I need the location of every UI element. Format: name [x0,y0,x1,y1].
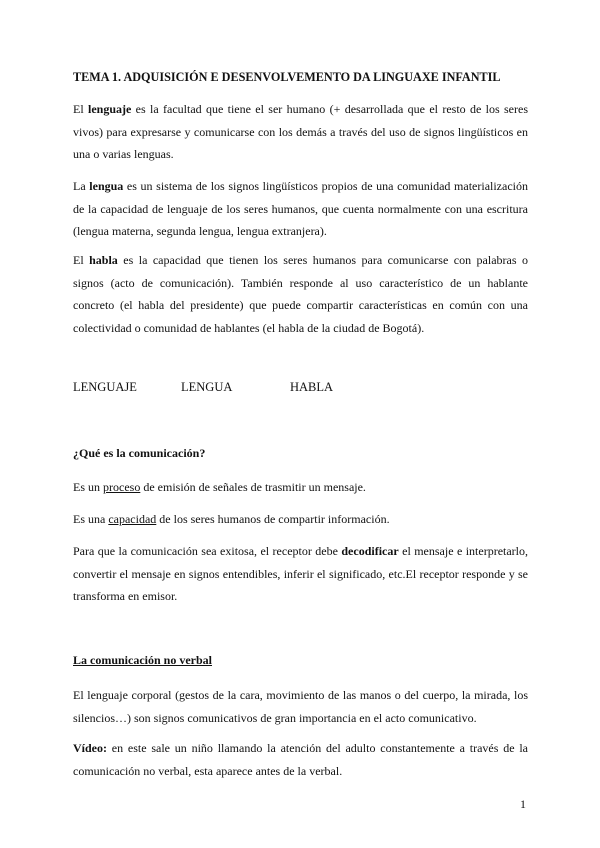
term-lenguaje-label: LENGUAJE [73,380,137,394]
text-run: Es un [73,480,103,494]
paragraph-lengua [73,175,528,243]
paragraph-line: de la capacidad de lenguaje de los seres humanos, que cuenta normalmente con una escritura [73,201,528,216]
text-run: de los seres humanos de compartir información. [156,512,390,526]
paragraph-line: concreto (el habla del presidente) que puede compartir características en común con una [73,298,528,312]
text-run: el mensaje e interpretarlo, [398,544,529,558]
paragraph-line [73,249,528,272]
text-run: El [73,102,88,116]
text-run: en este sale un niño llamando la atención del adulto constantemente a través de la [107,741,528,755]
text-run: Es una [73,512,109,526]
underlined-term-proceso: proceso [103,480,141,494]
term-lengua-label: LENGUA [181,380,233,394]
text-run: La [73,179,90,193]
text-run: El [73,253,90,267]
page-number: 1 [520,797,526,811]
paragraph-habla [73,249,528,339]
paragraph-line: vivos) para expresarse y comunicarse con los demás a través del uso de signos lingüísticos en [73,124,528,139]
text-run: Para que la comunicación sea exitosa, el receptor debe [73,544,342,558]
paragraph-line: colectividad o comunidad de hablantes (el habla de la ciudad de Bogotá). [73,320,425,335]
paragraph-line: comunicación no verbal, esta aparece antes de la verbal. [73,763,343,778]
term-habla: habla [89,253,118,267]
paragraph-lenguaje [73,98,528,166]
paragraph-line: El lenguaje corporal (gestos de la cara, movimiento de las manos o del cuerpo, la mirada, los [73,688,528,702]
sentence-capacidad [73,508,528,531]
section-heading-comunicacion: ¿Qué es la comunicación? [73,446,206,460]
paragraph-video [73,737,528,782]
paragraph-line: convertir el mensaje en signos entendibles, inferir el significado, etc.El receptor responde y se [73,566,528,581]
paragraph-line [73,98,528,121]
paragraph-line [73,175,528,198]
paragraph-line: signos (acto de comunicación). También responde al uso característico de un hablante [73,275,528,290]
label-video: Vídeo: [73,741,107,755]
text-run: es un sistema de los signos lingüísticos propios de una comunidad materialización [123,179,528,193]
term-habla-label: HABLA [290,380,334,394]
paragraph-line [73,508,528,531]
text-run: es la capacidad que tienen los seres humanos para comunicarse con palabras o [117,253,528,267]
term-lengua: lengua [89,179,124,193]
section-heading-text: La comunicación no verbal [73,653,213,667]
term-decodificar: decodificar [341,544,399,558]
text-run: de emisión de señales de trasmitir un mensaje. [140,480,366,494]
paragraph-line [73,737,528,760]
paragraph-line: una o varias lenguas. [73,147,174,161]
paragraph-line: transforma en emisor. [73,589,178,603]
paragraph-line: (lengua materna, segunda lengua, lengua extranjera). [73,224,327,238]
sentence-proceso [73,476,528,499]
paragraph-line: silencios…) son signos comunicativos de gran importancia en el acto comunicativo. [73,710,477,725]
section-heading-no-verbal [73,653,212,668]
paragraph-decodificar [73,540,528,608]
underlined-term-capacidad: capacidad [108,512,157,526]
text-run: es la facultad que tiene el ser humano (+ desarrollada que el resto de los seres [131,102,528,116]
term-lenguaje: lenguaje [88,102,132,116]
paragraph-lenguaje-corporal [73,684,528,729]
document-title: TEMA 1. ADQUISICIÓN E DESENVOLVEMENTO DA LINGUAXE INFANTIL [73,70,501,84]
paragraph-line [73,540,528,563]
paragraph-line [73,476,528,499]
